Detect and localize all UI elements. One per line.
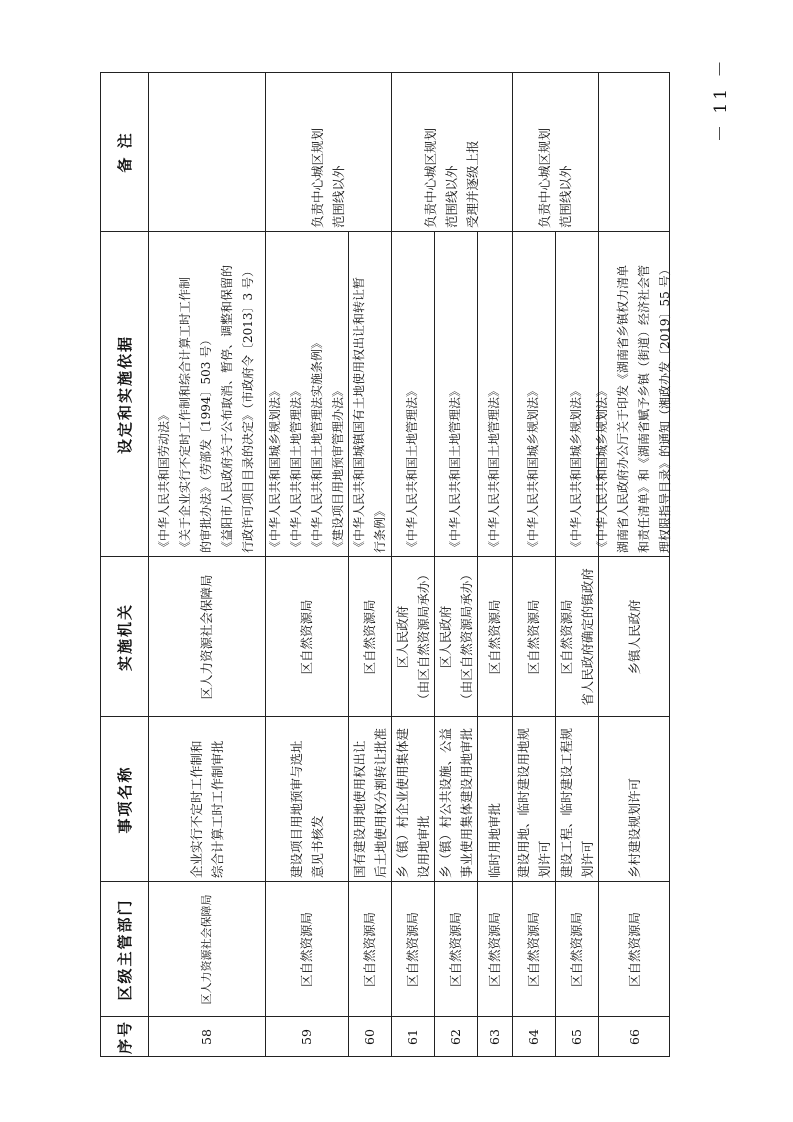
basis-cell (148, 232, 265, 557)
header-note: 备 注 (115, 131, 134, 173)
org-cell (477, 557, 512, 717)
row-number: 65 (569, 1029, 584, 1045)
org-cell (348, 557, 391, 717)
item-name-line: 乡（镇）村企业使用集体建 (394, 727, 410, 878)
basis-line: 《中华人民共和国城乡规划法》 (595, 384, 609, 553)
basis-cell (348, 232, 391, 557)
row-number: 59 (299, 1029, 314, 1045)
item-name-line: 后土地使用权分割转让批准 (372, 727, 388, 878)
basis-cell (265, 232, 348, 557)
basis-line: 理权限指导目录》的通知（湘政办发〔2019〕55 号） (658, 263, 672, 553)
item-name-cell (434, 717, 477, 882)
row-number: 60 (362, 1029, 377, 1045)
header-org: 实施机关 (115, 603, 134, 672)
org-line: （由区自然资源局承办） (458, 568, 474, 706)
item-name-line: 建设用地、临时建设用地规 (515, 727, 531, 878)
note-cell (265, 72, 391, 232)
note-line: 受理并逐级上报 (465, 140, 480, 228)
org-line: （由区自然资源局承办） (415, 568, 431, 706)
item-name-cell (598, 717, 670, 882)
basis-line: 《关于企业实行不定时工作制和综合计算工时工作制 (178, 276, 192, 553)
note-cell (391, 72, 512, 232)
permit-table (100, 72, 670, 1057)
basis-line: 《中华人民共和国城乡规划法》 (267, 384, 282, 553)
basis-line: 《中华人民共和国土地管理法实施条例》 (309, 336, 324, 553)
basis-line: 《中华人民共和国土地管理法》 (405, 384, 419, 553)
org-cell (434, 557, 477, 717)
org-cell (598, 557, 670, 717)
dept-cell: 区自然资源局 (405, 912, 420, 988)
note-cell (512, 72, 598, 232)
dept-cell: 区人力资源社会保障局 (200, 894, 213, 1005)
row-number: 64 (526, 1029, 541, 1045)
note-line: 范围线以外 (444, 165, 459, 228)
org-line: 区自然资源局 (558, 599, 574, 675)
basis-line: 湖南省人民政府办公厅关于印发《湖南省乡镇权力清单 (616, 264, 630, 553)
basis-line: 《建设项目用地预审管理办法》 (330, 384, 345, 553)
note-line: 负责中心城区规划 (423, 127, 438, 228)
item-name-line: 划许可 (579, 840, 595, 878)
item-name-line: 乡（镇）村公共设施、公益 (437, 727, 453, 878)
basis-line: 和责任清单》和《湖南省赋予乡镇（街道）经济社会管 (637, 264, 651, 553)
basis-line: 《中华人民共和国城镇国有土地使用权出让和转让暂 (351, 276, 366, 553)
basis-line: 《中华人民共和国土地管理法》 (448, 384, 462, 553)
item-name-line: 事业使用集体建设用地审批 (458, 727, 474, 878)
org-cell (391, 557, 434, 717)
dept-cell: 区自然资源局 (526, 912, 541, 988)
basis-line: 的审批办法》（劳部发〔1994〕503 号） (199, 333, 213, 553)
row-number: 61 (405, 1029, 420, 1045)
header-name: 事项名称 (115, 765, 134, 834)
item-name-line: 综合计算工时工作制审批 (209, 740, 225, 878)
org-line: 区自然资源局 (487, 599, 502, 675)
item-name-cell (477, 717, 512, 882)
org-line: 区人民政府 (437, 605, 453, 669)
basis-line: 行条例》 (372, 504, 387, 553)
basis-line: 《中华人民共和国土地管理法》 (288, 384, 303, 553)
org-line: 区人民政府 (394, 605, 410, 669)
dept-cell: 区自然资源局 (626, 912, 642, 988)
item-name-cell (148, 717, 265, 882)
item-name-line: 国有建设用地使用权出让 (351, 740, 367, 878)
note-line: 负责中心城区规划 (310, 127, 325, 228)
item-name-line: 建设项目用地预审与选址 (288, 740, 304, 878)
basis-line: 《中华人民共和国城乡规划法》 (569, 384, 583, 553)
org-cell (265, 557, 348, 717)
org-line: 乡镇人民政府 (626, 599, 642, 675)
basis-cell (434, 232, 477, 557)
basis-cell (477, 232, 512, 557)
header-no: 序号 (115, 1020, 134, 1055)
item-name-line: 建设工程、临时建设工程规 (558, 727, 574, 878)
item-name-line: 划许可 (536, 840, 552, 878)
item-name-line: 乡村建设规划许可 (626, 777, 642, 878)
header-basis: 设定和实施依据 (115, 335, 134, 455)
item-name-cell (555, 717, 598, 882)
row-number: 62 (448, 1029, 463, 1045)
org-line: 区人力资源社会保障局 (199, 574, 214, 700)
note-line: 负责中心城区规划 (537, 127, 552, 228)
item-name-cell (348, 717, 391, 882)
basis-cell (512, 232, 555, 557)
item-name-line: 意见书核发 (309, 815, 325, 878)
item-name-cell (265, 717, 348, 882)
basis-line: 《中华人民共和国土地管理法》 (487, 384, 501, 553)
note-line: 范围线以外 (331, 165, 346, 228)
dept-cell: 区自然资源局 (299, 912, 314, 988)
dept-cell: 区自然资源局 (448, 912, 463, 988)
item-name-line: 设用地审批 (415, 815, 431, 878)
org-line: 区自然资源局 (299, 599, 314, 675)
org-line: 省人民政府确定的镇政府 (579, 568, 595, 706)
basis-line: 《益阳市人民政府关于公布取消、暂停、调整和保留的 (220, 264, 234, 553)
item-name-line: 企业实行不定时工作制和 (188, 740, 204, 878)
basis-cell (391, 232, 434, 557)
org-cell (555, 557, 598, 717)
basis-line: 《中华人民共和国城乡规划法》 (526, 384, 540, 553)
item-name-line: 临时用地审批 (487, 802, 502, 878)
header-dept: 区级主管部门 (115, 898, 134, 1001)
page-number: － 11 － (711, 57, 731, 142)
org-cell (512, 557, 555, 717)
item-name-cell (512, 717, 555, 882)
dept-cell: 区自然资源局 (362, 912, 377, 988)
org-line: 区自然资源局 (362, 599, 377, 675)
basis-line: 行政许可项目目录的决定》（市政府令〔2013〕3 号） (241, 265, 255, 553)
basis-line: 《中华人民共和国劳动法》 (157, 408, 171, 553)
org-line: 区自然资源局 (526, 599, 541, 675)
org-cell (148, 557, 265, 717)
row-number: 58 (199, 1029, 214, 1045)
dept-cell: 区自然资源局 (487, 912, 502, 988)
basis-cell (595, 232, 672, 557)
row-number: 66 (626, 1029, 642, 1045)
dept-cell: 区自然资源局 (569, 912, 584, 988)
item-name-cell (391, 717, 434, 882)
row-number: 63 (487, 1029, 502, 1045)
note-line: 范围线以外 (558, 165, 573, 228)
